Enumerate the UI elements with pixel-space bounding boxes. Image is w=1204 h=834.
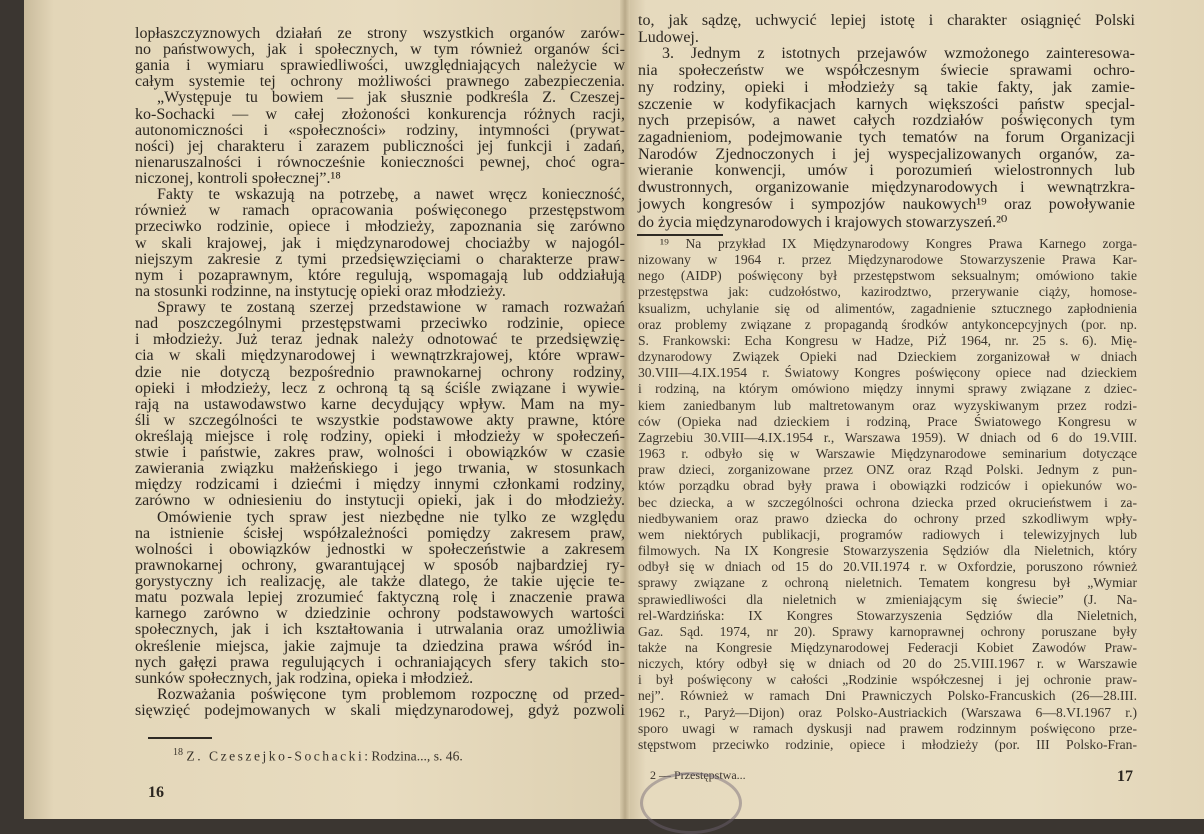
page-number-left: 16 bbox=[148, 784, 164, 801]
footnote-19-line: sporo uwagi w ramach dyskusji nad prawem rodzinnym poświęcono prze- bbox=[638, 720, 1137, 736]
body-text-line: ności) jej charakteru i zarazem publiczności jej funkcji i zadań, bbox=[135, 137, 625, 155]
footnote-marker: 18 bbox=[173, 747, 183, 758]
body-text-line: Rozważania poświęcone tym problemom rozpocznę od przed- bbox=[157, 685, 625, 703]
body-text-line: stwie i państwie, zakres praw, wolności i obowiązków w czasie bbox=[135, 444, 625, 462]
body-text-line: Sprawy te zostaną szerzej przedstawione w ramach rozważań bbox=[157, 299, 625, 317]
footnote-19-line: nizowany w 1964 r. przez Międzynarodowe Stowarzyszenie Prawa Kar- bbox=[638, 252, 1137, 268]
body-text-line: niejszym zakresie z tymi przedsięwzięciami o charakterze praw- bbox=[135, 250, 625, 268]
footnote-19-line: ¹⁹ Na przykład IX Międzynarodowy Kongres Prawa Karnego zorga- bbox=[660, 236, 1137, 251]
footnote-19-line: wem niektórych publikacji, programów radiowych i telewizyjnych lub bbox=[638, 526, 1137, 542]
body-text-line: matu pozwala lepiej zrozumieć faktyczną rolę i znaczenie prawa bbox=[135, 589, 625, 607]
body-text-line: prawnokarnej ochrony, gwarantującej w sposób najbardziej ry- bbox=[135, 556, 625, 574]
footnote-19-line: któw porządku obrad były prawa i obowiązki rodziców i opiekunów wo- bbox=[638, 478, 1137, 494]
body-text-line: wolności i obowiązków jednostki w społeczeństwie a zakresem bbox=[135, 540, 625, 558]
body-text-line: określenie miejsca, jakie zajmuje ta dziedzina prawa wśród in- bbox=[135, 637, 625, 655]
footnote-19-line: niczych, który odbył się w dniach od 20 do 25.VIII.1967 r. w Warszawie bbox=[638, 656, 1137, 672]
body-text-line: i młodzieży. Już teraz jednak należy odnotować te przedsięwzię- bbox=[135, 331, 625, 349]
body-text-line: gorystyczny ich realizację, ale także dlatego, że takie ujęcie te- bbox=[135, 573, 625, 591]
body-text-line: Fakty te wskazują na potrzebę, a nawet wręcz konieczność, bbox=[157, 186, 625, 204]
body-text-line: na istnienie ścisłej współzależności pomiędzy zakresem praw, bbox=[135, 524, 625, 542]
body-text-line: dzie nie dotyczą bezpośrednio prawnokarnej ochrony rodziny, bbox=[135, 363, 625, 381]
footnote-19-line: dzynarodowy Związek Opieki nad Dzieckiem zorganizował w dniach bbox=[638, 349, 1137, 365]
footnote-19-line: sprawy związane z ochroną nieletnich. Tematem kongresu był „Wymiar bbox=[638, 575, 1137, 591]
page-number-right: 17 bbox=[1117, 768, 1133, 785]
footnote-19-line: i rodziną, na którym omówiono między innymi sprawy związane z dziec- bbox=[638, 381, 1137, 397]
footnote-19-line: ksualizm, uchylanie się od alimentów, zagadnienie sztucznego zapłodnienia bbox=[638, 300, 1137, 316]
body-text-line: między rodzicami i dziećmi i między innymi członkami rodziny, bbox=[135, 476, 625, 494]
body-text-line: Omówienie tych spraw jest niezbędne nie tylko ze względu bbox=[157, 508, 625, 526]
body-text-line: dwustronnych, organizowanie międzynarodowych i wewnątrzkra- bbox=[638, 179, 1135, 196]
body-text-line: Ludowej. bbox=[638, 28, 699, 46]
body-text-line: ny rodziny, opieki i młodzieży są takie fakty, jak zamie- bbox=[638, 78, 1135, 96]
footnote-19-line: ców (Opieka nad dzieckiem i rodziną, Prace Światowego Kongresu w bbox=[638, 413, 1137, 429]
body-text-line: nym i pozaprawnym, które regulują, wspomagają lub oddziałują bbox=[135, 266, 625, 284]
footnote-19-line: przestępstwa jak: cudzołóstwo, kazirodztwo, przerywanie ciąży, homose- bbox=[638, 284, 1137, 300]
footnote-19-line: sprawiedliwości dla nieletnich w zmieniającym się świecie” (J. Na- bbox=[638, 591, 1137, 607]
body-text-line: zagadnieniom, podejmowanie tych tematów na forum Organizacji bbox=[638, 128, 1135, 146]
body-text-line: śli w szczególności te wszystkie podstawowe akty prawne, które bbox=[135, 411, 625, 429]
footnote-19-line: Zagrzebiu 30.VIII—4.IX.1954 r., Warszawa 1959). W dniach od 6 do 19.VIII. bbox=[638, 429, 1137, 445]
footnote-19-line: także na Kongresie Międzynarodowej Federacji Kobiet Zawodów Praw- bbox=[638, 640, 1137, 655]
body-text-line: karnego zarówno w dziedzinie ochrony podstawowych wartości bbox=[135, 605, 625, 623]
footnote-19-line: stępstwom przeciwko rodzinie, opiece i młodzieży (por. III Polsko-Fran- bbox=[638, 736, 1137, 752]
body-text-line: również w ramach opracowania poświęconego przestępstwom bbox=[135, 202, 625, 220]
body-text-line: do życia międzynarodowych i krajowych stowarzyszeń.²⁰ bbox=[638, 214, 1008, 232]
body-text-line: no państwowych, jak i społecznych, w tym również organów ści- bbox=[135, 41, 625, 59]
body-text-line: niczonej, kontroli społecznej”.¹⁸ bbox=[135, 170, 341, 188]
footnote-author: Z. Czeszejko-Sochacki bbox=[186, 748, 365, 764]
footnote-19-line: Gaz. Sąd. 1974, nr 20). Sprawy karnoprawnej ochrony poruszane były bbox=[638, 623, 1137, 639]
footnote-18 bbox=[173, 747, 463, 765]
footnote-19-line: 1962 r., Paryż—Dijon) oraz Polsko-Austriackich (Warszawa 6—8.VI.1967 r.) bbox=[638, 704, 1137, 720]
body-text-line: opieki i młodzieży, lecz z ochroną tą są ściśle związane i wywie- bbox=[135, 379, 625, 397]
body-text-line: rają na ustawodawstwo karne decydujący wpływ. Mam na my- bbox=[135, 395, 625, 413]
body-text-line: cia w skali międzynarodowej i wewnątrzkrajowej, które wpraw- bbox=[135, 347, 625, 365]
body-text-line: szczenie w kodyfikacjach karnych większości państw specjal- bbox=[638, 95, 1135, 113]
body-text-line: na stosunki rodzinne, na instytucję opieki oraz młodzieży. bbox=[135, 282, 506, 300]
footnote-19-line: i był poświęcony w całości „Rodzinie współczesnej i jej ochronie praw- bbox=[638, 672, 1137, 688]
body-text-line: to, jak sądzę, uchwycić lepiej istotę i charakter osiągnięć Polski bbox=[638, 12, 1135, 29]
body-text-line: sunków społecznych, jak rodzina, opieka i młodzież. bbox=[135, 669, 474, 687]
footnote-19-line: rel-Wardzińska: IX Kongres Stowarzyszenia Sędziów dla Nieletnich, bbox=[638, 607, 1137, 623]
footnote-19-line: nego (AIDP) poświęcony był przestępstwom seksualnym; omówiono takie bbox=[638, 268, 1137, 284]
body-text-line: „Występuje tu bowiem — jak słusznie podkreśla Z. Czeszej- bbox=[157, 89, 625, 107]
footnote-19-line: nej”. Również w ramach Dni Prawniczych Polsko-Francuskich (26—28.III. bbox=[638, 688, 1137, 704]
body-text-line: określają miejsce i rolę rodziny, opieki i młodzieży w społeczeń- bbox=[135, 428, 625, 445]
footnote-19-line: 1963 r. odbyło się w Warszawie Międzynarodowe seminarium dotyczące bbox=[638, 446, 1137, 462]
footnote-19-line: niedbywaniem oraz prawo dziecka do ochrony przed szkodliwym wpły- bbox=[638, 510, 1137, 526]
footnote-19-line: oraz problemy związane z propagandą środków antykoncepcyjnych (por. np. bbox=[638, 316, 1137, 332]
body-text-line: jowych kongresów i sympozjów naukowych¹⁹ oraz powoływanie bbox=[638, 195, 1135, 213]
body-text-line: całym systemie tej ochrony możliwości prawnego zabezpieczenia. bbox=[135, 73, 625, 91]
body-text-line: autonomiczności i «społeczności» rodziny, intymności (prywat- bbox=[135, 121, 625, 139]
body-text-line: lopłaszczyznowych działań ze strony wszystkich organów zarów- bbox=[135, 25, 625, 42]
body-text-line: w skali krajowej, jak i międzynarodowej chociażby w najogól- bbox=[135, 234, 625, 252]
footnote-19-line: bec dziecka, a w szczególności ochrona dziecka przed okrucieństwem i za- bbox=[638, 494, 1137, 510]
footnote-text: : Rodzina..., s. 46. bbox=[364, 748, 463, 764]
body-text-line: ko-Sochacki — w całej złożoności konkurencja różnych racji, bbox=[135, 105, 625, 123]
body-text-line: społecznych, jak i ich kształtowania i utrwalania oraz umożliwia bbox=[135, 621, 625, 639]
body-text-line: przeciwko rodzinie, opiece i młodzieży, zapoznania się zarówno bbox=[135, 218, 625, 236]
footnote-19-line: praw dzieci, zorganizowane przez ONZ oraz Rząd Polski. Jednym z pun- bbox=[638, 462, 1137, 478]
body-text-line: nych przepisów, a nawet całych rozdziałów poświęconych tym bbox=[638, 112, 1135, 130]
body-text-line: wieranie konwencji, umów i porozumień wielostronnych lub bbox=[638, 162, 1135, 180]
footnote-19-line: S. Frankowski: Echa Kongresu w Hadze, PiŻ 1964, nr. 25 s. 6). Mię- bbox=[638, 332, 1137, 348]
footnote-19-line: filmowych. Na IX Kongresie Stowarzyszenia Sędziów dla Nieletnich, który bbox=[638, 543, 1137, 559]
body-text-line: zarówno w odniesieniu do instytucji opieki, jak i do młodzieży. bbox=[135, 492, 625, 510]
body-text-line: nia społeczeństw we współczesnym świecie sprawami ochro- bbox=[638, 62, 1135, 80]
body-text-line: nad poszczególnymi przestępstwami przeciwko rodzinie, opiece bbox=[135, 315, 625, 333]
footnote-19-line: kiem zaniedbanym lub maltretowanym oraz wyzyskiwanym przez rodzi- bbox=[638, 397, 1137, 413]
body-text-line: sięwzięć podejmowanych w skali międzynarodowej, gdyż pozwoli bbox=[135, 702, 625, 720]
footnote-divider-right bbox=[637, 234, 723, 236]
footnote-divider-left bbox=[148, 737, 212, 739]
body-text-line: nych gałęzi prawa regulujących i ochraniających sfery takich sto- bbox=[135, 653, 625, 671]
footnote-19-line: 30.VIII—4.IX.1954 r. Światowy Kongres poświęcony opiece nad dzieckiem bbox=[638, 365, 1137, 381]
body-text-line: nienaruszalności i równocześnie konieczności pewnej, choć ogra- bbox=[135, 153, 625, 171]
footnote-19-line: odbył się w dniach od 15 do 20.VII.1974 r. w Oxfordzie, poruszono również bbox=[638, 559, 1137, 575]
body-text-line: 3. Jednym z istotnych przejawów wzmożonego zainteresowa- bbox=[662, 45, 1135, 63]
signature-mark: 2 — Przestępstwa... bbox=[650, 768, 746, 782]
body-text-line: gania i wymiaru sprawiedliwości, uwzględniających należycie w bbox=[135, 57, 625, 75]
library-stamp bbox=[640, 772, 742, 834]
body-text-line: zawierania związku małżeńskiego i jego trwania, w stosunkach bbox=[135, 460, 625, 478]
body-text-line: Narodów Zjednoczonych i jej wyspecjalizowanych organów, za- bbox=[638, 145, 1135, 163]
